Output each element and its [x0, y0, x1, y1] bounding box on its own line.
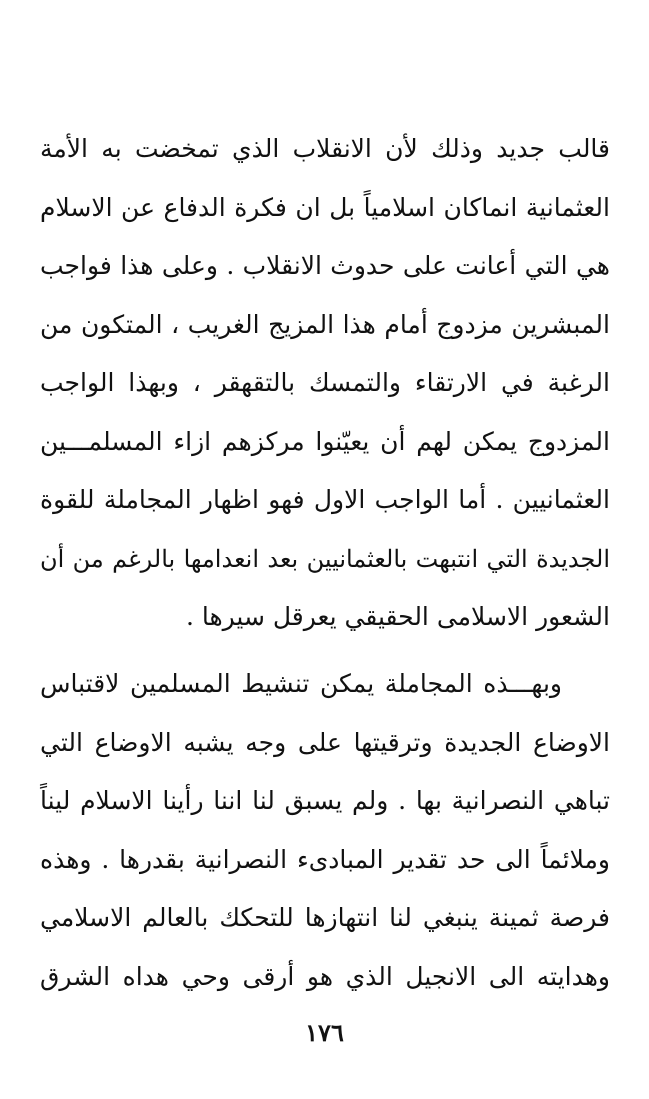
text-line: فرصة ثمينة ينبغي لنا انتهازها للتحكك بالعالم الاسلامي: [40, 903, 610, 932]
page-number: ١٧٦: [305, 1018, 344, 1047]
text-line: الشعور الاسلامى الحقيقي يعرقل سيرها .: [185, 602, 610, 631]
text-line: هي التي أعانت على حدوث الانقلاب . وعلى هذا فواجب: [40, 251, 610, 280]
text-line: العثمانية انماكان اسلامياً بل ان فكرة الدفاع عن الاسلام: [40, 192, 610, 222]
text-line: المزدوج يمكن لهم أن يعيّنوا مركزهم ازاء المسلمـــين: [40, 426, 610, 456]
text-line: الاوضاع الجديدة وترقيتها على وجه يشبه الاوضاع التي: [40, 727, 610, 757]
text-line: الرغبة في الارتقاء والتمسك بالتقهقر ، وبهذا الواجب: [40, 368, 610, 397]
text-line: المبشرين مزدوج أمام هذا المزيج الغريب ، المتكون من: [40, 309, 610, 339]
paragraph-1: [40, 120, 610, 647]
paragraph-2: [40, 655, 610, 1006]
text-line: وهدايته الى الانجيل الذي هو أرقى وحي هداه الشرق: [40, 961, 610, 991]
text-line: وبهـــذه المجاملة يمكن تنشيط المسلمين لاقتباس: [40, 669, 562, 698]
text-line: تباهي النصرانية بها . ولم يسبق لنا اننا رأينا الاسلام ليناً: [40, 786, 610, 815]
text-line: قالب جديد وذلك لأن الانقلاب الذي تمخضت به الأمة: [40, 134, 610, 163]
text-line: العثمانيين . أما الواجب الاول فهو اظهار المجاملة للقوة: [40, 485, 610, 514]
text-line: الجديدة التي انتبهت بالعثمانيين بعد انعدامها بالرغم من أن: [40, 544, 610, 573]
text-line: وملائماً الى حد تقدير المبادىء النصرانية بقدرها . وهذه: [40, 844, 610, 874]
